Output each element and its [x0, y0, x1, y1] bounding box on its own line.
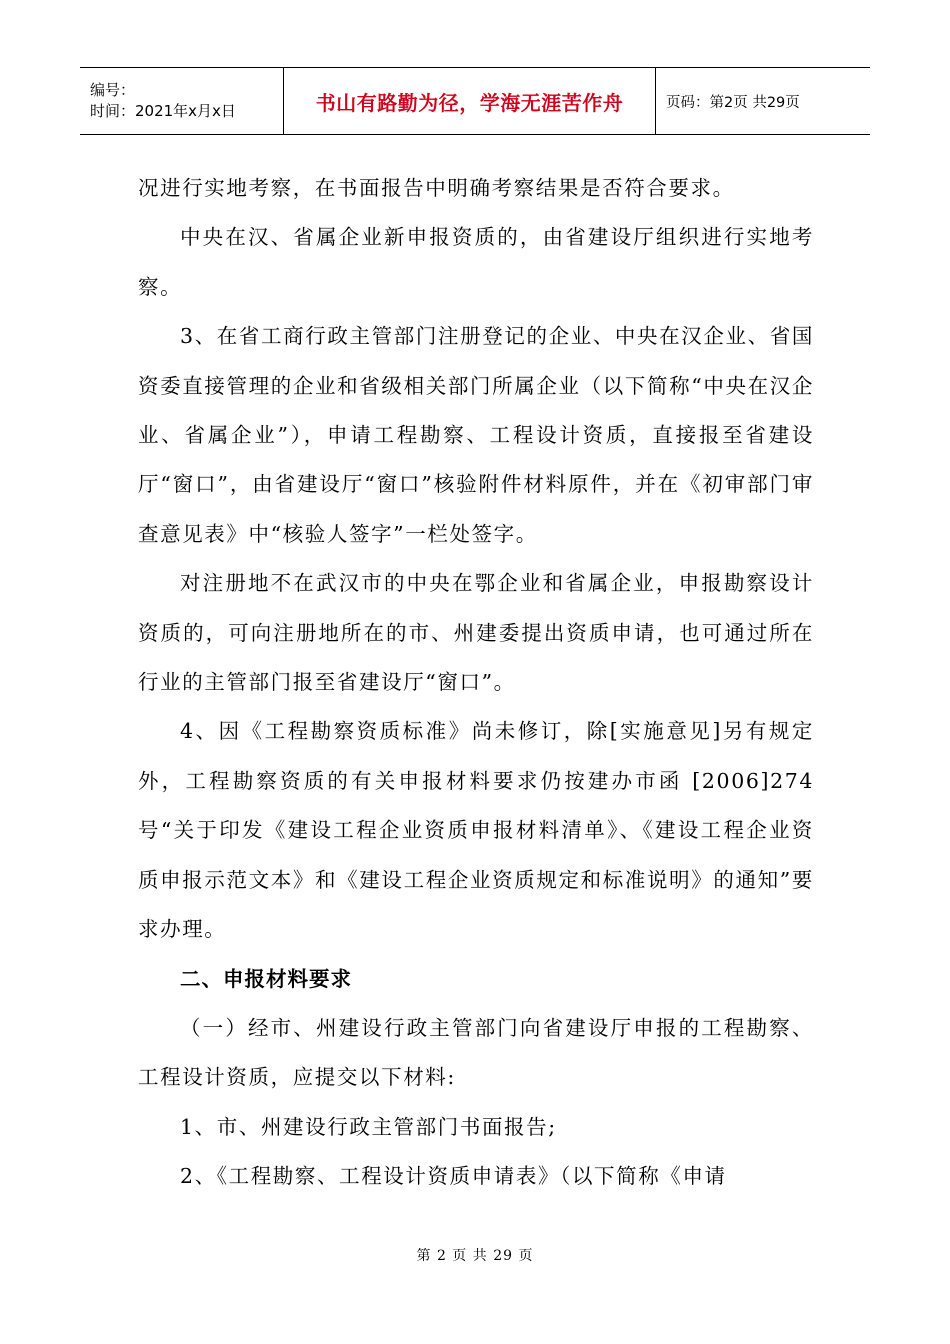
header-motto	[284, 68, 656, 134]
body-paragraph: 2、《工程勘察、工程设计资质申请表》（以下简称《申请	[180, 1164, 727, 1189]
document-time-label: 时间：2021年x月x日	[90, 102, 236, 120]
body-paragraph: 中央在汉、省属企业新申报资质的，由省建设厅组织进行实地考察。	[138, 225, 814, 299]
motto-text: 书山有路勤为径，学海无涯苦作舟	[315, 90, 624, 115]
footer-page-number: 第 2 页 共 29 页	[416, 1248, 534, 1264]
body-paragraph: 况进行实地考察，在书面报告中明确考察结果是否符合要求。	[138, 176, 735, 200]
document-header	[80, 67, 870, 135]
header-page-info	[656, 68, 870, 134]
header-meta	[80, 68, 284, 134]
body-paragraph: 4、因《工程勘察资质标准》尚未修订，除[实施意见]另有规定外，工程勘察资质的有关申报材料要求仍按建办市函 [2006]274号“关于印发《建设工程企业资质申报材料清单》、《建设工程企业资质申报示范文本》和《建设工程企业资质规定和标准说明》的通知”要求办理。	[138, 719, 814, 942]
body-paragraph: （一）经市、州建设行政主管部门向省建设厅申报的工程勘察、工程设计资质，应提交以下材料:	[138, 1015, 814, 1090]
body-paragraph: 3、在省工商行政主管部门注册登记的企业、中央在汉企业、省国资委直接管理的企业和省级相关部门所属企业（以下简称“中央在汉企业、省属企业”），申请工程勘察、工程设计资质，直接报至省建设厅“窗口”，由省建设厅“窗口”核验附件材料原件，并在《初审部门审查意见表》中“核验人签字”一栏处签字。	[138, 324, 814, 546]
document-number-label: 编号：	[90, 81, 136, 99]
document-body	[138, 164, 814, 1202]
body-paragraph: 对注册地不在武汉市的中央在鄂企业和省属企业，申报勘察设计资质的，可向注册地所在的市、州建委提出资质申请，也可通过所在行业的主管部门报至省建设厅“窗口”。	[138, 571, 814, 695]
section-heading: 二、申报材料要求	[180, 966, 352, 991]
page-footer	[0, 1245, 950, 1265]
page-info-text: 页码：第2页 共29页	[666, 94, 800, 111]
body-paragraph: 1、市、州建设行政主管部门书面报告;	[180, 1114, 557, 1139]
